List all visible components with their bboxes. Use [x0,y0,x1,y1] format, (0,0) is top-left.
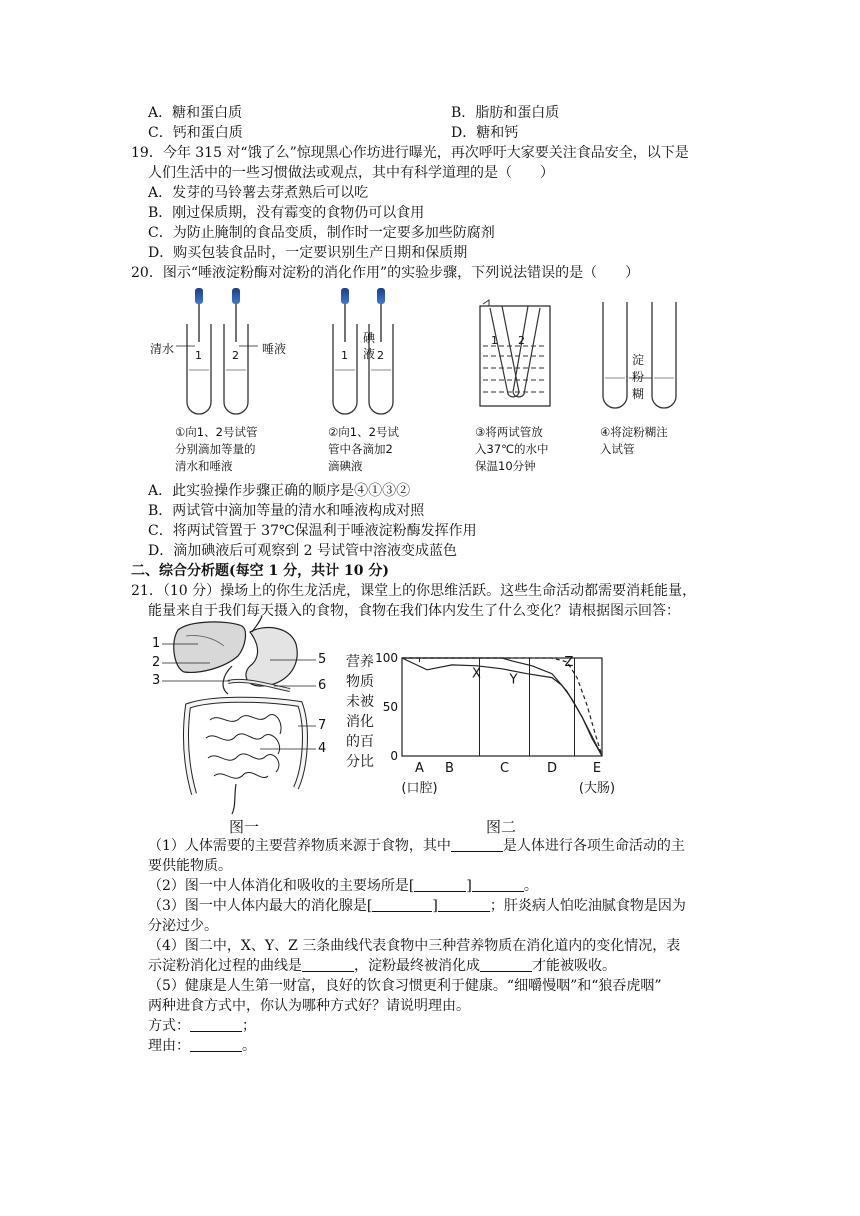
series-line-y [402,658,602,756]
chart-y-label: 营养物质未被消化的百分比 [346,654,374,770]
series-line-z [402,658,602,756]
step2-caption: ②向1、2号试 管中各滴加2 滴碘液 [328,425,399,473]
q20-stem: 20．图示“唾液淀粉酶对淀粉的消化作用”的实验步骤，下列说法错误的是（ ） [131,265,640,281]
q18-option-c: C．钙和蛋白质 [148,125,243,141]
tube-number-2: 2 [377,349,384,362]
x-tick-label: C [499,761,510,776]
answer-blank[interactable] [302,957,354,972]
q20-option-b: B．两试管中滴加等量的清水和唾液构成对照 [148,503,425,519]
q20-option-a: A．此实验操作步骤正确的顺序是④①③② [148,483,411,499]
fig1-number-6: 6 [318,678,327,693]
beaker-tube-1: 1 [491,334,498,347]
tube-number-2: 2 [232,349,239,362]
q18-option-d: D．糖和钙 [451,125,519,141]
q21-part1: （1）人体需要的主要营养物质来源于食物，其中 是人体进行各项生命活动的主 [148,838,685,854]
fig1-number-1: 1 [152,636,161,651]
answer-blank[interactable] [438,897,490,912]
answer-blank[interactable] [372,897,432,912]
fig1-number-4: 4 [318,741,327,756]
series-line-x [402,658,602,756]
step3-beaker [480,300,550,406]
fig1-number-5: 5 [318,652,327,667]
q19-stem-line2: 人们生活中的一些习惯做法或观点，其中有科学道理的是（ ） [148,165,554,181]
x-category-note: (口腔) [401,781,438,796]
q21-part1-cont: 要供能物质。 [148,858,232,874]
answer-blank[interactable] [190,1017,242,1032]
x-tick-label: A [415,761,424,776]
q21-part3: （3）图一中人体内最大的消化腺是[ ] ；肝炎病人怕吃油腻食物是因为 [148,898,686,914]
answer-way: 方式： ； [148,1018,256,1034]
answer-blank[interactable] [451,837,503,852]
q21-part5-cont: 两种进食方式中，你认为哪种方式好？请说明理由。 [148,998,470,1014]
answer-reason: 理由： 。 [148,1038,256,1054]
q19-option-b: B．刚过保质期，没有霉变的食物仍可以食用 [148,205,425,221]
answer-blank[interactable] [414,877,466,892]
fig2-caption: 图二 [486,818,517,836]
step1-caption: ①向1、2号试管 分别滴加等量的 清水和唾液 [175,425,258,473]
q21-part4-cont: 示淀粉消化过程的曲线是 ，淀粉最终被消化成 才能被吸收。 [148,958,616,974]
q21-part5: （5）健康是人生第一财富，良好的饮食习惯更利于健康。“细嚼慢咽”和“狼吞虎咽” [148,978,662,994]
answer-blank[interactable] [480,957,532,972]
x-tick-label: B [445,761,454,776]
tube-number-1: 1 [341,349,348,362]
q18-option-a: A．糖和蛋白质 [148,105,243,121]
fig1-caption: 图一 [229,818,260,836]
y-tick-label: 0 [390,749,398,763]
q20-option-d: D．滴加碘液后可观察到 2 号试管中溶液变成蓝色 [148,543,458,559]
x-tick-label: E [592,761,602,776]
q21-stem-line2: 能量来自于我们每天摄入的食物，食物在我们体内发生了什么变化？请根据图示回答： [148,603,680,619]
chart-frame [402,658,602,756]
q21-part3-cont: 分泌过少。 [148,918,218,934]
series-label-x: X [472,666,481,682]
x-category-note: (大肠) [578,781,616,796]
section-heading: 二、综合分析题(每空 1 分，共计 10 分) [131,563,389,579]
series-label-y: Y [509,672,518,688]
y-tick-label: 100 [375,651,398,665]
step4-caption: ④将淀粉糊注 入试管 [600,425,668,456]
label-iodine: 碘液 [363,331,376,361]
q19-option-a: A．发芽的马铃薯去芽煮熟后可以吃 [148,185,369,201]
y-tick-label: 50 [382,700,398,714]
digestion-chart [368,648,618,808]
step3-caption: ③将两试管放 入37℃的水中 保温10分钟 [475,425,549,473]
label-saliva: 唾液 [262,342,287,356]
fig1-number-7: 7 [318,718,327,733]
q21-stem-line1: 21．（10 分）操场上的你生龙活虎，课堂上的你思维活跃。这些生命活动都需要消耗能量， [131,583,697,599]
q20-option-c: C．将两试管置于 37℃保温利于唾液淀粉酶发挥作用 [148,523,477,539]
q21-part4: （4）图二中，X、Y、Z 三条曲线代表食物中三种营养物质在消化道内的变化情况，表 [148,938,681,954]
digestive-system-figure [150,616,350,816]
x-tick-label: D [546,761,558,776]
tube-number-1: 1 [195,349,202,362]
q19-option-c: C．为防止腌制的食品变质，制作时一定要多加些防腐剂 [148,225,495,241]
fig1-number-2: 2 [152,655,161,670]
q21-part2: （2）图一中人体消化和吸收的主要场所是[ ] 。 [148,878,538,894]
answer-blank[interactable] [472,877,524,892]
q19-stem-line1: 19．今年 315 对“饿了么”惊现黑心作坊进行曝光，再次呼吁大家要关注食品安全，以下是 [131,145,689,161]
step1-tubes [176,288,258,414]
beaker-tube-2: 2 [518,334,525,347]
label-starch: 淀粉糊 [632,353,645,401]
q19-option-d: D．购买包装食品时，一定要识别生产日期和保质期 [148,245,468,261]
fig1-number-3: 3 [152,673,161,688]
series-label-z: Z [564,654,574,670]
answer-blank[interactable] [190,1037,242,1052]
label-water: 清水 [150,342,175,356]
q18-option-b: B．脂肪和蛋白质 [451,105,560,121]
